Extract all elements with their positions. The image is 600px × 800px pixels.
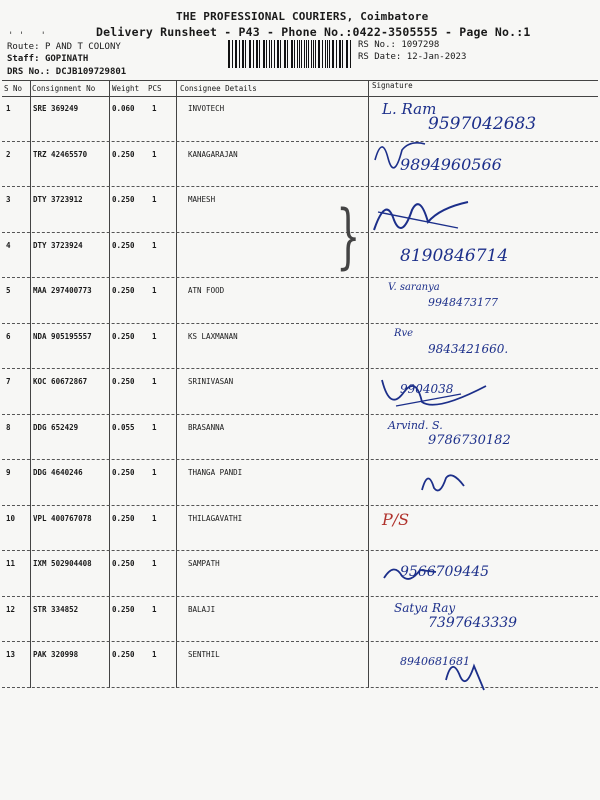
row-sno: 12: [6, 604, 16, 614]
rs-number-line: [358, 40, 439, 50]
row-sno: 9: [6, 468, 11, 477]
row-pcs: 1: [152, 513, 157, 523]
drs-label: DRS No.:: [7, 67, 51, 77]
row-weight: 0.250: [112, 149, 135, 159]
route-value: P AND T COLONY: [44, 42, 121, 52]
col-sno-header: S No: [4, 84, 23, 93]
row-separator: [2, 277, 598, 278]
row-pcs: 1: [152, 650, 157, 659]
row-consignee: SENTHIL: [188, 650, 220, 659]
signature-scribble-7: [376, 372, 491, 417]
row-signature-name: Rve: [394, 327, 414, 339]
column-divider: [30, 80, 31, 688]
row-weight: 0.250: [112, 650, 135, 659]
row-weight: 0.250: [112, 195, 135, 204]
row-separator: [2, 232, 598, 233]
row-separator: [2, 368, 598, 369]
row-separator: [2, 687, 598, 688]
table-top-rule: [2, 80, 598, 81]
signature-scribble-2: [370, 130, 430, 170]
barcode-bar: [269, 40, 270, 68]
row-consignee: MAHESH: [188, 195, 216, 204]
row-consignment-no: KOC 60672867: [33, 377, 88, 386]
row-signature-name: V. saranya: [388, 282, 440, 293]
staff-line: [7, 54, 88, 64]
row-separator: [2, 186, 598, 187]
print-specks: ' ' ': [8, 31, 46, 41]
row-consignee: SRINIVASAN: [188, 377, 234, 386]
row-consignment-no: STR 334852: [33, 604, 79, 614]
route-line: [7, 42, 121, 52]
row-consignee: BRASANNA: [188, 422, 225, 432]
column-divider: [368, 80, 369, 688]
row-pcs: 1: [152, 377, 157, 386]
row-sno: 7: [6, 377, 11, 386]
signature-scribble-3: [368, 190, 478, 245]
barcode-bar: [250, 40, 251, 68]
route-label: Route:: [7, 42, 40, 52]
row-consignee: INVOTECH: [188, 104, 225, 113]
runsheet-title: Delivery Runsheet - P43 - Phone No.:0422-3505555 - Page No.:1: [96, 25, 531, 39]
row-weight: 0.250: [112, 513, 135, 523]
col-consignee-header: Consignee Details: [180, 84, 257, 93]
row-consignee: SAMPATH: [188, 559, 220, 568]
row-separator: [2, 641, 598, 642]
row-separator: [2, 505, 598, 506]
row-signature-phone: 9894960566: [400, 154, 502, 174]
row-pcs: 1: [152, 104, 157, 113]
row-pcs: 1: [152, 559, 157, 568]
table-header-rule: [2, 96, 598, 97]
drs-value: DCJB109729801: [55, 67, 127, 77]
rs-date-value: 12-Jan-2023: [406, 52, 467, 62]
rs-number-label: RS No.:: [358, 40, 396, 50]
row-signature-name: L. Ram: [382, 100, 437, 118]
row-consignment-no: VPL 400767078: [33, 513, 92, 523]
row-consignment-no: NDA 905195557: [33, 331, 92, 341]
brace-mark: }: [336, 195, 361, 277]
row-weight: 0.250: [112, 377, 135, 386]
rs-date-label: RS Date:: [358, 52, 402, 62]
signature-scribble-11: [380, 558, 440, 588]
row-signature-name: P/S: [382, 509, 410, 529]
barcode-bar: [325, 40, 326, 68]
row-consignment-no: DTY 3723912: [33, 195, 83, 204]
barcode-bar: [306, 40, 307, 68]
column-divider: [109, 80, 110, 688]
row-pcs: 1: [152, 149, 157, 159]
col-pcs-header: PCS: [148, 84, 162, 93]
row-pcs: 1: [152, 240, 157, 250]
row-sno: 2: [6, 149, 11, 159]
row-consignee: BALAJI: [188, 604, 216, 614]
signature-scribble-9: [418, 466, 468, 496]
row-consignee: THILAGAVATHI: [188, 513, 243, 523]
row-weight: 0.060: [112, 104, 135, 113]
row-pcs: 1: [152, 195, 157, 204]
row-signature-phone: 9843421660.: [428, 341, 509, 356]
row-consignment-no: PAK 320998: [33, 650, 79, 659]
row-separator: [2, 596, 598, 597]
row-separator: [2, 550, 598, 551]
column-divider: [176, 80, 177, 688]
col-signature-header: Signature: [372, 81, 413, 90]
row-consignee: THANGA PANDI: [188, 468, 243, 477]
row-consignee: KANAGARAJAN: [188, 149, 238, 159]
row-signature-phone: 9904038: [400, 382, 454, 396]
row-consignment-no: IXM 502904408: [33, 559, 92, 568]
row-pcs: 1: [152, 468, 157, 477]
row-weight: 0.250: [112, 331, 135, 341]
row-signature-phone: 8190846714: [400, 245, 509, 266]
company-title: THE PROFESSIONAL COURIERS, Coimbatore: [176, 10, 429, 23]
row-sno: 13: [6, 650, 16, 659]
row-weight: 0.250: [112, 559, 135, 568]
row-weight: 0.250: [112, 240, 135, 250]
row-weight: 0.250: [112, 604, 135, 614]
row-sno: 6: [6, 331, 11, 341]
row-separator: [2, 459, 598, 460]
row-signature-phone: 9948473177: [428, 296, 498, 309]
staff-label: Staff:: [7, 54, 40, 64]
row-sno: 1: [6, 104, 11, 113]
row-sno: 10: [6, 513, 16, 523]
rs-date-line: [358, 52, 466, 62]
row-consignee: KS LAXMANAN: [188, 331, 238, 341]
row-sno: 4: [6, 240, 11, 250]
row-sno: 8: [6, 422, 11, 432]
staff-value: GOPINATH: [44, 54, 89, 64]
signature-scribble-13: [440, 650, 490, 695]
row-consignee: ATN FOOD: [188, 286, 225, 295]
barcode-bar: [235, 40, 236, 68]
row-separator: [2, 141, 598, 142]
row-signature-phone: 9786730182: [428, 432, 511, 448]
row-signature-phone: 7397643339: [428, 614, 518, 631]
row-weight: 0.055: [112, 422, 135, 432]
row-pcs: 1: [152, 422, 157, 432]
row-consignment-no: MAA 297400773: [33, 286, 92, 295]
row-signature-name: Satya Ray: [394, 600, 456, 615]
col-weight-header: Weight: [112, 84, 140, 93]
row-pcs: 1: [152, 286, 157, 295]
row-consignment-no: TRZ 42465570: [33, 149, 88, 159]
row-signature-name: Arvind. S.: [388, 418, 443, 432]
row-consignment-no: DDG 652429: [33, 422, 79, 432]
row-signature-phone: 9597042683: [428, 114, 537, 134]
row-consignment-no: SRE 369249: [33, 104, 79, 113]
row-separator: [2, 323, 598, 324]
rs-number-value: 1097298: [401, 40, 440, 50]
barcode: [228, 40, 353, 68]
row-weight: 0.250: [112, 286, 135, 295]
row-sno: 11: [6, 559, 16, 568]
row-sno: 3: [6, 195, 11, 204]
barcode-bar: [285, 40, 286, 68]
barcode-bar: [342, 40, 343, 68]
drs-line: [7, 67, 126, 77]
row-signature-phone: 8940681681: [400, 655, 470, 668]
row-consignment-no: DTY 3723924: [33, 240, 83, 250]
row-consignment-no: DDG 4640246: [33, 468, 83, 477]
row-signature-phone: 9566709445: [400, 564, 490, 580]
row-pcs: 1: [152, 604, 157, 614]
col-consignment-header: Consignment No: [32, 84, 96, 93]
row-sno: 5: [6, 286, 11, 295]
row-pcs: 1: [152, 331, 157, 341]
row-weight: 0.250: [112, 468, 135, 477]
row-separator: [2, 414, 598, 415]
